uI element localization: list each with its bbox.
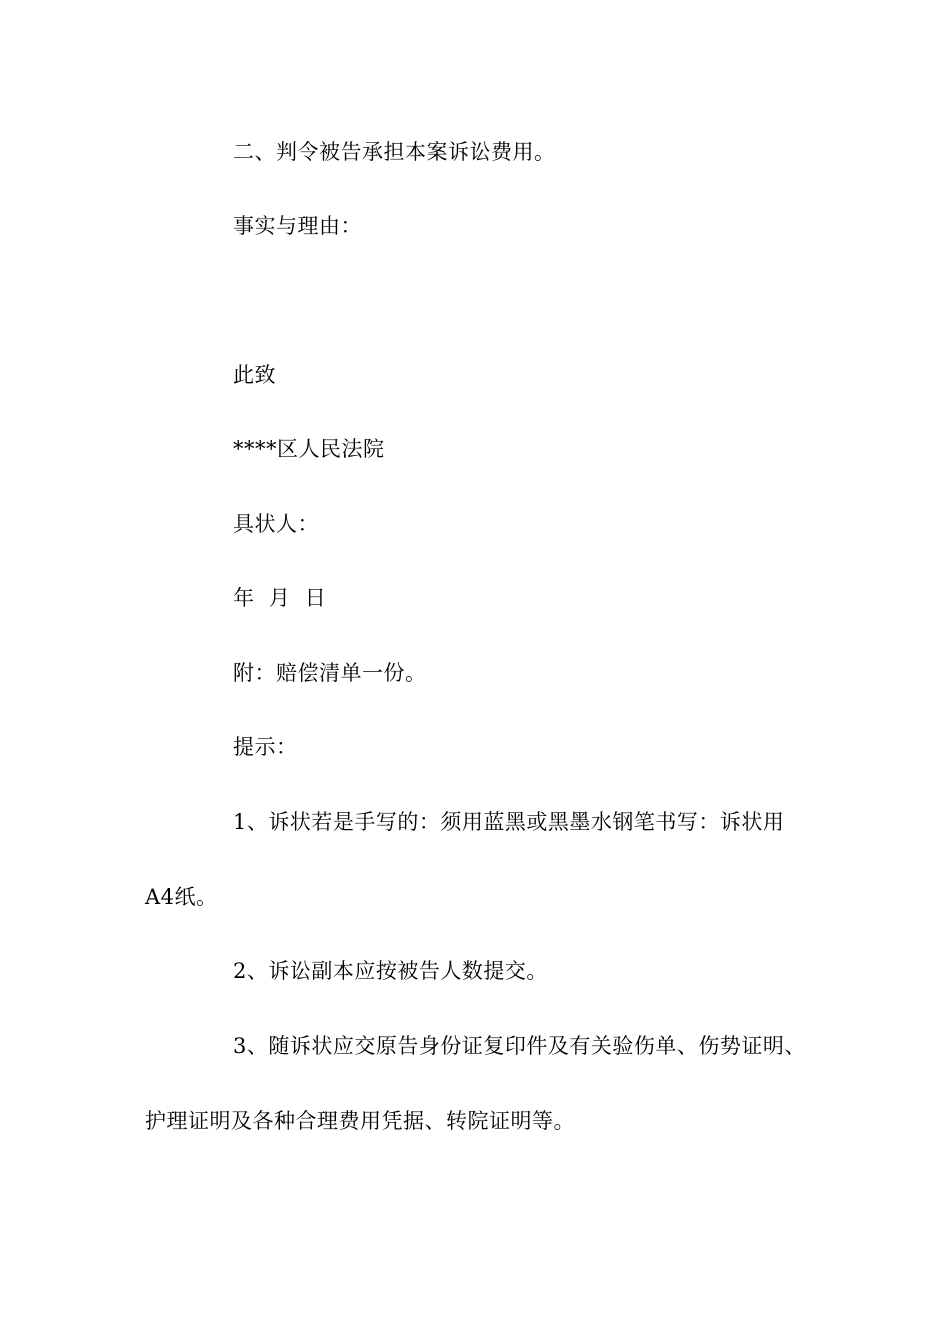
date-line: 年 月 日 — [233, 586, 327, 610]
facts-heading: 事实与理由： — [233, 214, 362, 238]
salutation: 此致 — [233, 363, 276, 387]
court-name: ****区人民法院 — [233, 437, 385, 461]
tip-3-line-1: 3、随诉状应交原告身份证复印件及有关验伤单、伤势证明、 — [233, 1034, 806, 1058]
tip-3-line-2: 护理证明及各种合理费用凭据、转院证明等。 — [145, 1109, 575, 1133]
plaintiff-signature-label: 具状人： — [233, 512, 319, 536]
tips-heading: 提示： — [233, 735, 298, 759]
tip-1-line-1: 1、诉状若是手写的：须用蓝黑或黑墨水钢笔书写：诉状用 — [233, 810, 785, 834]
tip-2: 2、诉讼副本应按被告人数提交。 — [233, 959, 548, 983]
attachment-note: 附：赔偿清单一份。 — [233, 661, 427, 685]
claim-item-2: 二、判令被告承担本案诉讼费用。 — [233, 140, 556, 164]
tip-1-line-2: A4纸。 — [145, 885, 218, 909]
